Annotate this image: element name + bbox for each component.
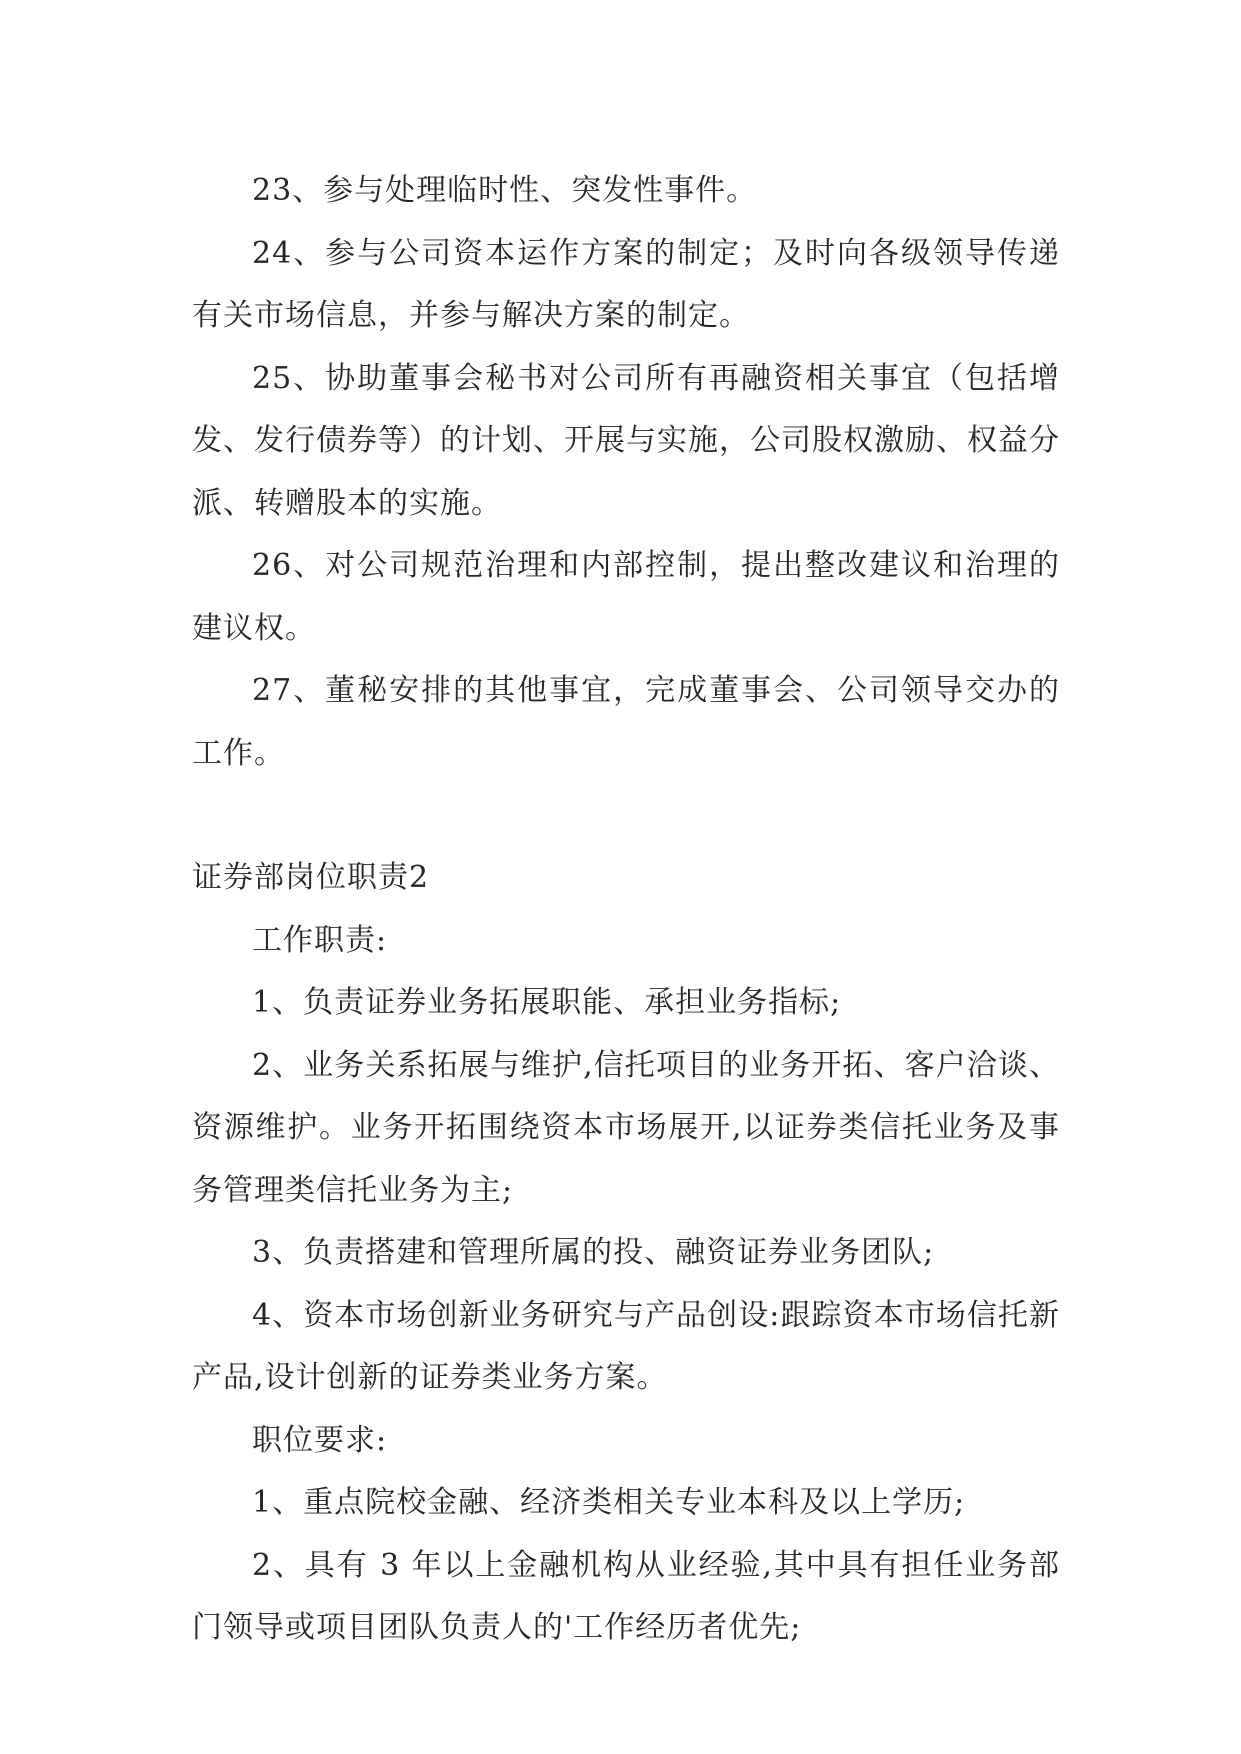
requirement-item-1: 1、重点院校金融、经济类相关专业本科及以上学历; <box>252 1485 966 1520</box>
requirement-item-2: 2、具有 3 年以上金融机构从业经验,其中具有担任业务部门领导或项目团队负责人的'工作经历者优先; <box>192 1547 1060 1645</box>
section-title: 证券部岗位职责2 <box>192 860 430 895</box>
document-body <box>192 160 1060 1660</box>
paragraph-25: 25、协助董事会秘书对公司所有再融资相关事宜（包括增发、发行债券等）的计划、开展与实施，公司股权激励、权益分派、转赠股本的实施。 <box>192 360 1060 521</box>
duty-item-1: 1、负责证券业务拓展职能、承担业务指标; <box>252 985 842 1020</box>
paragraph-23: 23、参与处理临时性、突发性事件。 <box>252 173 758 208</box>
duty-item-4: 4、资本市场创新业务研究与产品创设:跟踪资本市场信托新产品,设计创新的证券类业务方案。 <box>192 1297 1060 1395</box>
paragraph-26: 26、对公司规范治理和内部控制，提出整改建议和治理的建议权。 <box>192 548 1060 646</box>
duty-item-2: 2、业务关系拓展与维护,信托项目的业务开拓、客户洽谈、资源维护。业务开拓围绕资本市场展开,以证券类信托业务及事务管理类信托业务为主; <box>192 1047 1060 1208</box>
duty-item-3: 3、负责搭建和管理所属的投、融资证券业务团队; <box>252 1235 935 1270</box>
duties-heading: 工作职责: <box>252 922 388 958</box>
paragraph-24: 24、参与公司资本运作方案的制定；及时向各级领导传递有关市场信息，并参与解决方案的制定。 <box>192 235 1060 333</box>
requirements-heading: 职位要求: <box>252 1422 388 1458</box>
section-spacer <box>192 785 1060 847</box>
paragraph-27: 27、董秘安排的其他事宜，完成董事会、公司领导交办的工作。 <box>192 673 1060 771</box>
